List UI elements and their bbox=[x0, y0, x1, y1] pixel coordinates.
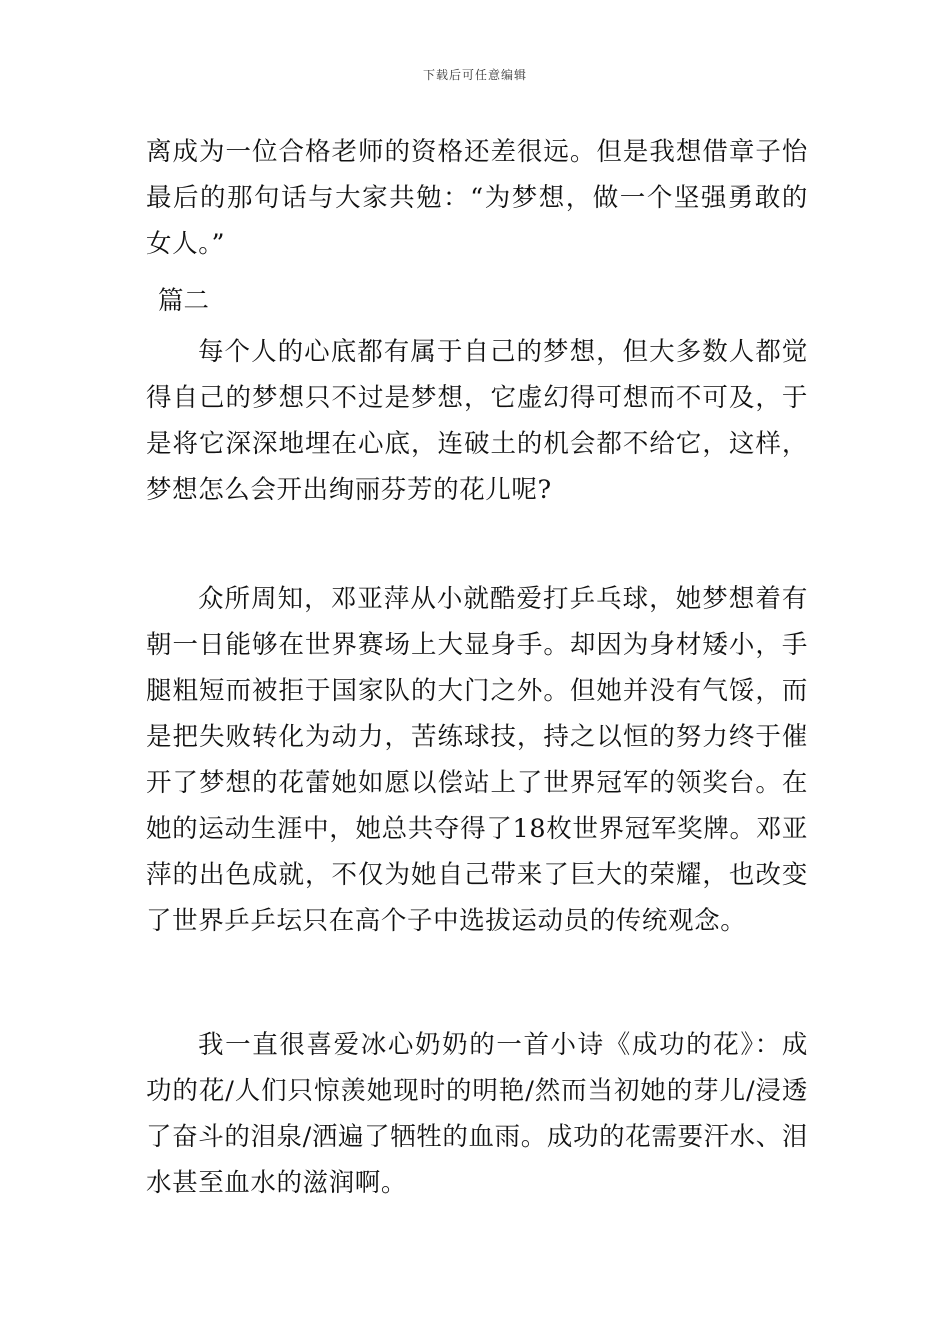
section-title: 篇二 bbox=[158, 286, 210, 316]
paragraph-4: 我一直很喜爱冰心奶奶的一首小诗《成功的花》：成功的花/人们只惊羡她现时的明艳/然而当初她的芽儿/浸透了奋斗的泪泉/洒遍了牺牲的血雨。成功的花需要汗水、泪水甚至血水的滋润啊。 bbox=[146, 1030, 808, 1198]
paragraph-2: 每个人的心底都有属于自己的梦想，但大多数人都觉得自己的梦想只不过是梦想，它虚幻得可想而不可及，于是将它深深地埋在心底，连破土的机会都不给它，这样，梦想怎么会开出绚丽芬芳的花儿呢? bbox=[146, 337, 808, 505]
paragraph-1: 离成为一位合格老师的资格还差很远。但是我想借章子怡最后的那句话与大家共勉：“为梦想，做一个坚强勇敢的女人。” bbox=[146, 137, 808, 259]
paragraph-3: 众所周知，邓亚萍从小就酷爱打乒乓球，她梦想着有朝一日能够在世界赛场上大显身手。却因为身材矮小，手腿粗短而被拒于国家队的大门之外。但她并没有气馁，而是把失败转化为动力，苦练球技，持之以恒的努力终于催开了梦想的花蕾她如愿以偿站上了世界冠军的领奖台。在她的运动生涯中，她总共夺得了18枚世界冠军奖牌。邓亚萍的出色成就，不仅为她自己带来了巨大的荣耀，也改变了世界乒乒坛只在高个子中选拔运动员的传统观念。 bbox=[146, 584, 808, 936]
page-header: 下载后可任意编辑 bbox=[422, 68, 527, 82]
